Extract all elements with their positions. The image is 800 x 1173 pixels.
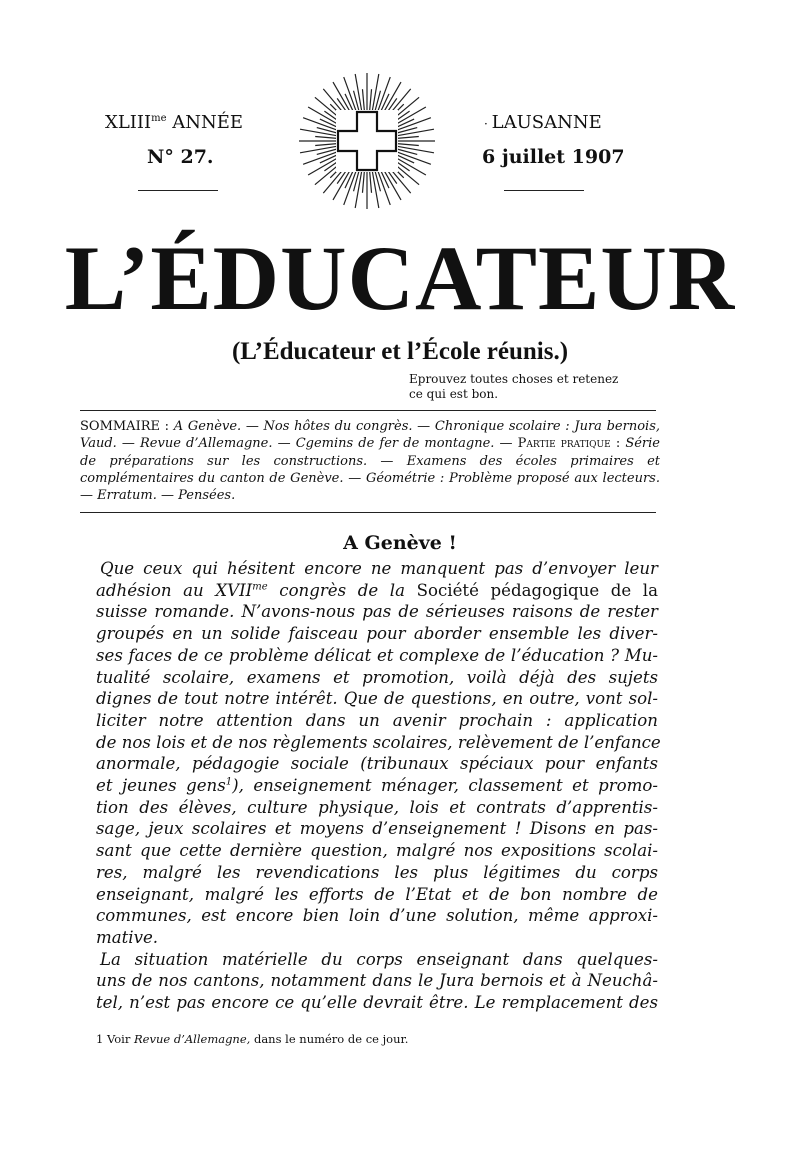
text-line: tel, n’est pas encore ce qu’elle devrait être. Le remplacement des (96, 993, 658, 1013)
text-line: de nos lois et de nos règlements scolaires, relèvement de l’enfance (96, 732, 661, 752)
text-line: Que ceux qui hésitent encore ne manquent pas d’envoyer leur (100, 559, 658, 578)
text-line: groupés en un solide faisceau pour aborder ensemble les diver- (96, 624, 658, 644)
left-header-rule (138, 190, 218, 191)
footnote: 1 Voir Revue d’Allemagne, dans le numéro de ce jour. (96, 1032, 409, 1046)
table-of-contents: SOMMAIRE : A Genève. — Nos hôtes du congrès. — Chronique scolaire : Jura bernois, Vaud. — Revue d’Allemagne. — Cgemins de fer de montagne. — Partie pratique : Série de préparations sur les constructions. — Examens des écoles primaires et complémentaires du canton de Genève. — Géométrie : Problème proposé aux lecteurs. — Erratum. — Pensées. (80, 419, 660, 504)
text-line: uns de nos cantons, notamment dans le Jura bernois et à Neuchâ- (96, 971, 658, 991)
text-line: liciter notre attention dans un avenir prochain : application (96, 710, 658, 730)
text-line: tualité scolaire, examens et promotion, voilà déjà des sujets (96, 667, 658, 687)
text-line: suisse romande. N’avons-nous pas de sérieuses raisons de rester (96, 602, 658, 622)
text-line: anormale, pédagogie sociale (tribunaux spéciaux pour enfants (96, 754, 658, 774)
right-header-rule (504, 190, 584, 191)
text-line: res, malgré les revendications les plus légitimes du corps (96, 862, 658, 882)
year-label: $XLIII^{me}$ ANNÉE (105, 112, 244, 133)
city-label: · LAUSANNE (484, 112, 602, 133)
sommaire-top-rule (80, 410, 656, 411)
text-line: tion des élèves, culture physique, lois et contrats d’apprentis- (96, 797, 658, 817)
text-line: ses faces de ce problème délicat et complexe de l’éducation ? Mu- (96, 645, 658, 665)
issue-number: N° 27. (147, 146, 214, 168)
text-line: et jeunes gens$^1$), enseignement ménager, classement et promo- (96, 776, 658, 796)
article-title: A Genève ! (343, 532, 457, 554)
text-line: adhésion au $XVII^{me}$ congrès de la Société pédagogique de la (96, 580, 659, 600)
article-body (96, 558, 661, 1014)
motto: Eprouvez toutes choses et retenez ce qui est bon. (409, 372, 619, 401)
text-line: sant que cette dernière question, malgré nos expositions scolai- (96, 841, 658, 861)
sommaire-bottom-rule (80, 512, 656, 513)
text-line: mative. (96, 927, 159, 947)
text-line: dignes de tout notre intérêt. Que de questions, en outre, vont sol- (96, 689, 658, 709)
masthead-subtitle: (L’Éducateur et l’École réunis.) (231, 338, 569, 365)
issue-date: 6 juillet 1907 (482, 146, 625, 168)
text-line: communes, est encore bien loin d’une solution, même approxi- (96, 906, 658, 926)
text-line: enseignant, malgré les efforts de l’Etat et de bon nombre de (96, 884, 658, 904)
text-line: La situation matérielle du corps enseignant dans quelques- (100, 949, 658, 969)
text-line: sage, jeux scolaires et moyens d’enseignement ! Disons en pas- (96, 819, 658, 839)
masthead-title: L’ÉDUCATEUR (64, 227, 736, 329)
swiss-cross-sunburst-icon (298, 72, 436, 210)
